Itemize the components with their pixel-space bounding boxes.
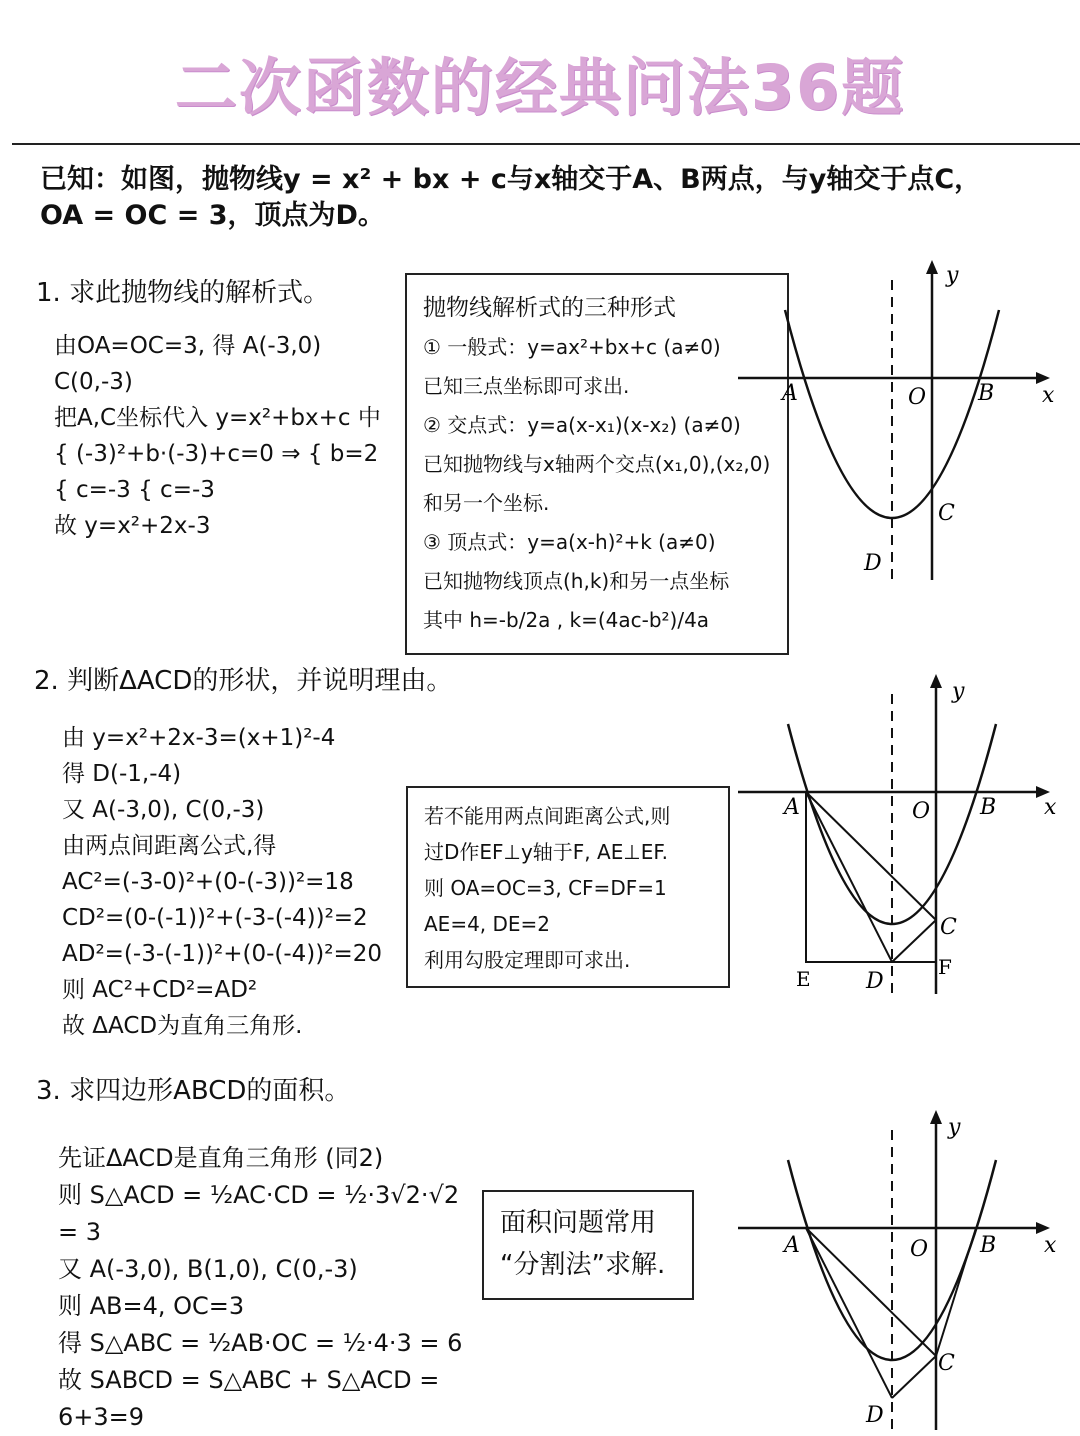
page-title: 二次函数的经典问法36题 — [174, 51, 906, 124]
box-heading: 抛物线解析式的三种形式 — [423, 295, 676, 321]
q3-solution-line: 则 AB=4, OC=3 — [58, 1292, 245, 1320]
box-line: 和另一个坐标. — [423, 491, 550, 515]
q1-solution-line: 故 y=x²+2x-3 — [54, 513, 211, 539]
q2-solution-line: 由 y=x²+2x-3=(x+1)²-4 — [62, 725, 336, 751]
q3-solution-line: 又 A(-3,0), B(1,0), C(0,-3) — [58, 1255, 358, 1283]
label-f: F — [938, 955, 952, 979]
segment-cd — [892, 1356, 936, 1398]
intro-line-1: 已知：如图，抛物线y = x² + bx + c与x轴交于A、B两点，与y轴交于点C， — [40, 164, 982, 195]
label-c: C — [938, 501, 955, 526]
q3-hint-box — [482, 1190, 694, 1300]
label-a: A — [784, 795, 800, 820]
label-d: D — [866, 1403, 884, 1428]
label-y: y — [952, 679, 965, 704]
label-d: D — [866, 969, 884, 994]
title-divider — [12, 143, 1080, 145]
q2-solution-line: 得 D(-1,-4) — [62, 761, 182, 787]
label-x: x — [1044, 1233, 1057, 1258]
question-3: 3. 求四边形ABCD的面积。 — [36, 1076, 351, 1106]
box-line: 则 OA=OC=3, CF=DF=1 — [424, 876, 667, 900]
q2-solution-line: CD²=(0-(-1))²+(-3-(-4))²=2 — [62, 905, 368, 931]
q1-solution-line: { c=-3 { c=-3 — [54, 477, 215, 503]
box-line: AE=4, DE=2 — [424, 912, 551, 936]
q1-solution-line: 由OA=OC=3, 得 A(-3,0) C(0,-3) — [54, 333, 322, 395]
graph-3 — [730, 1108, 1070, 1434]
box-line: 过D作EF⊥y轴于F, AE⊥EF. — [424, 840, 669, 864]
box-line: 其中 h=-b/2a , k=(4ac-b²)/4a — [423, 608, 710, 632]
q3-solution-line: 得 S△ABC = ½AB·OC = ½·4·3 = 6 — [58, 1329, 463, 1357]
question-1: 1. 求此抛物线的解析式。 — [36, 278, 330, 308]
segment-bc — [936, 1228, 976, 1356]
q2-solution-line: AC²=(-3-0)²+(0-(-3))²=18 — [62, 869, 354, 895]
label-o: O — [910, 1237, 929, 1262]
box-line: 面积问题常用 — [500, 1208, 657, 1238]
label-o: O — [908, 385, 927, 410]
label-a: A — [784, 1233, 800, 1258]
q3-solution-line: 则 S△ACD = ½AC·CD = ½·3√2·√2 = 3 — [58, 1181, 460, 1246]
label-c: C — [940, 915, 957, 940]
box-line: 已知三点坐标即可求出. — [423, 374, 630, 398]
label-e: E — [796, 967, 811, 991]
box-line: 若不能用两点间距离公式,则 — [424, 804, 671, 828]
label-b: B — [978, 381, 995, 406]
box-line: “分割法”求解. — [500, 1250, 666, 1280]
label-x: x — [1044, 795, 1057, 820]
label-c: C — [938, 1351, 955, 1376]
y-axis-arrow — [930, 674, 942, 688]
box-line: 已知抛物线与x轴两个交点(x₁,0),(x₂,0) — [423, 452, 771, 476]
y-axis-arrow — [926, 260, 938, 274]
label-y: y — [946, 263, 959, 288]
box-line: ① 一般式：y=ax²+bx+c (a≠0) — [423, 335, 721, 359]
box-line: ③ 顶点式：y=a(x-h)²+k (a≠0) — [423, 530, 716, 554]
box-line: 利用勾股定理即可求出. — [424, 948, 631, 972]
q2-solution — [62, 720, 402, 1044]
segment-ad — [806, 1228, 892, 1398]
q2-solution-line: 故 ΔACD为直角三角形. — [62, 1013, 303, 1039]
q3-solution — [58, 1140, 478, 1436]
label-o: O — [912, 799, 931, 824]
y-axis-arrow — [930, 1110, 942, 1124]
intro-line-2: OA = OC = 3，顶点为D。 — [40, 200, 385, 231]
q1-solution-line: 把A,C坐标代入 y=x²+bx+c 中 — [54, 405, 381, 431]
problem-statement — [40, 162, 1060, 234]
segment-cd — [892, 920, 936, 962]
q2-hint-box — [406, 786, 730, 988]
q2-solution-line: 由两点间距离公式,得 — [62, 833, 277, 859]
graph-2 — [730, 672, 1070, 1002]
label-a: A — [782, 381, 798, 406]
q1-solution — [54, 328, 404, 544]
q3-solution-line: 故 SABCD = S△ABC + S△ACD = 6+3=9 — [58, 1366, 440, 1431]
label-d: D — [864, 551, 882, 576]
q1-solution-line: { (-3)²+b·(-3)+c=0 ⇒ { b=2 — [54, 441, 379, 467]
graph-1 — [730, 258, 1070, 588]
label-y: y — [948, 1115, 961, 1140]
q2-solution-line: 又 A(-3,0), C(0,-3) — [62, 797, 265, 823]
label-x: x — [1042, 383, 1055, 408]
box-line: 已知抛物线顶点(h,k)和另一点坐标 — [423, 569, 730, 593]
segment-ad — [806, 792, 892, 962]
q2-solution-line: 则 AC²+CD²=AD² — [62, 977, 258, 1003]
q3-solution-line: 先证ΔACD是直角三角形 (同2) — [58, 1144, 384, 1172]
question-2: 2. 判断ΔACD的形状，并说明理由。 — [34, 666, 453, 696]
label-b: B — [980, 1233, 997, 1258]
label-b: B — [980, 795, 997, 820]
q2-solution-line: AD²=(-3-(-1))²+(0-(-4))²=20 — [62, 941, 383, 967]
box-line: ② 交点式：y=a(x-x₁)(x-x₂) (a≠0) — [423, 413, 741, 437]
